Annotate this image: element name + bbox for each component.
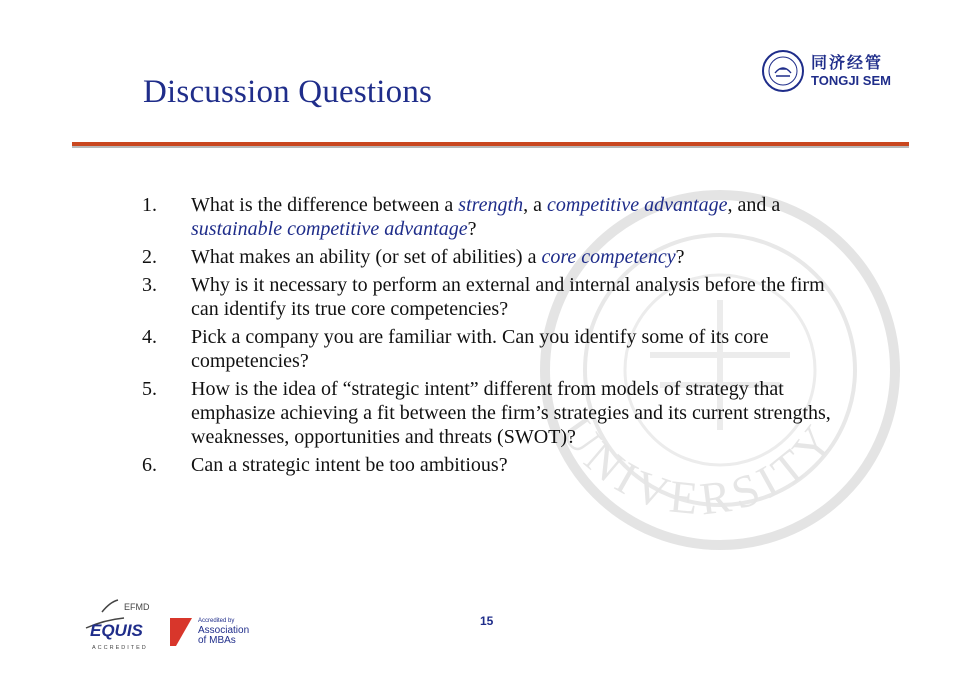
term-competitive-advantage: competitive advantage [547, 194, 728, 216]
equis-accredited-label: ACCREDITED [92, 645, 148, 651]
question-number: 6. [142, 454, 157, 476]
question-item: 2. What makes an ability (or set of abilities) a core competency? [142, 246, 685, 268]
question-item: 1. What is the difference between a strength, a competitive advantage, and a sustainable competitive advantage? [142, 194, 781, 240]
accreditation-logos [84, 598, 284, 654]
question-item [142, 453, 842, 477]
efmd-label: EFMD [124, 602, 150, 612]
amba-accredited-by: Accredited by [198, 618, 235, 624]
logo-english-name: TONGJI SEM [811, 73, 891, 88]
page-number: 15 [480, 614, 494, 628]
term-strength: strength [458, 194, 524, 216]
question-number: 1. [142, 194, 157, 216]
question-number: 5. [142, 378, 157, 400]
title-divider-grey [72, 146, 909, 148]
discussion-question-list [142, 193, 842, 481]
tongji-sem-logo [761, 49, 901, 97]
question-item [142, 325, 842, 373]
question-number: 2. [142, 246, 157, 268]
term-sustainable-competitive-advantage: sustainable competitive advantage [191, 218, 468, 240]
logo-chinese-name: 同济经管 [811, 53, 884, 72]
equis-label: EQUIS [90, 621, 143, 640]
question-number: 4. [142, 326, 157, 348]
watermark-text: UNIVERSITY [550, 406, 847, 525]
amba-of-mbas: of MBAs [198, 635, 236, 646]
question-text: Why is it necessary to perform an external and internal analysis before the firm can identify its true core competencies? [191, 274, 825, 320]
term-core-competency: core competency [541, 246, 676, 268]
amba-association: Association [198, 625, 250, 636]
amba-logo-icon [170, 618, 192, 646]
slide-title: Discussion Questions [143, 74, 433, 110]
question-text: Can a strategic intent be too ambitious? [191, 454, 508, 476]
question-text: Pick a company you are familiar with. Can you identify some of its core competencies? [191, 326, 769, 372]
question-text: How is the idea of “strategic intent” different from models of strategy that emphasize achieving a fit between the firm’s strategies and its current strengths, weaknesses, opportunities and threats (SWOT)? [191, 378, 831, 448]
university-seal-icon [761, 49, 805, 93]
question-item [142, 377, 842, 449]
question-number: 3. [142, 274, 157, 296]
question-item [142, 273, 842, 321]
efmd-swoosh-icon [102, 600, 118, 612]
